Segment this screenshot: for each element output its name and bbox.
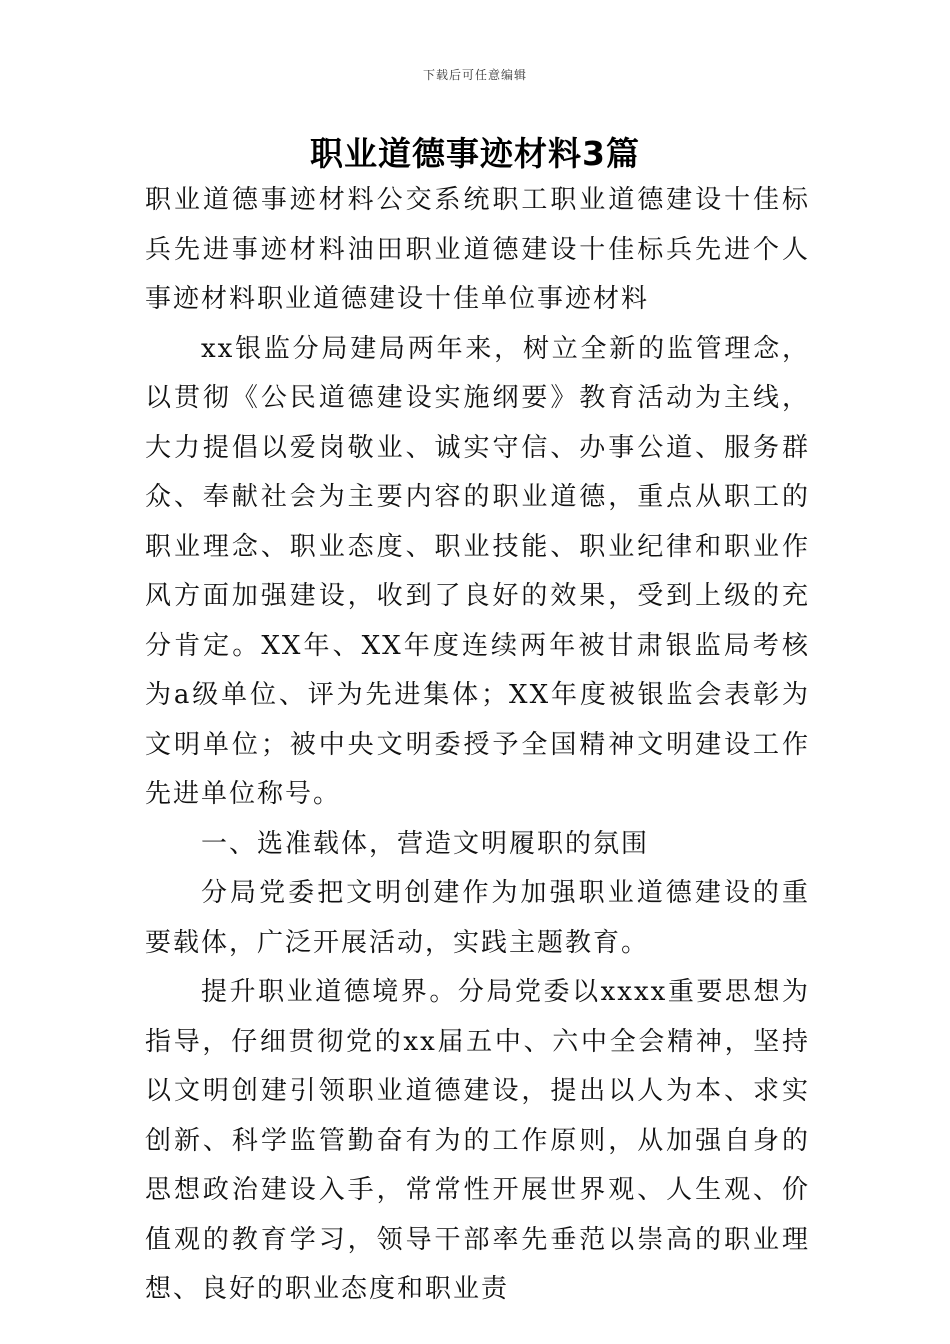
header-note: 下载后可任意编辑 <box>422 68 527 82</box>
body-paragraph-subtitles: 职业道德事迹材料公交系统职工职业道德建设十佳标兵先进事迹材料油田职业道德建设十佳标兵先进个人事迹材料职业道德建设十佳单位事迹材料 <box>145 185 810 314</box>
document-title: 职业道德事迹材料3篇 <box>310 134 640 173</box>
body-paragraph: 分局党委把文明创建作为加强职业道德建设的重要载体，广泛开展活动，实践主题教育。 <box>145 878 810 958</box>
section-heading: 一、选准载体，营造文明履职的氛围 <box>201 828 650 859</box>
document-body <box>145 176 810 1315</box>
body-paragraph-intro: xx银监分局建局两年来，树立全新的监管理念，以贯彻《公民道德建设实施纲要》教育活动为主线，大力提倡以爱岗敬业、诚实守信、办事公道、服务群众、奉献社会为主要内容的职业道德，重点从职工的职业理念、职业态度、职业技能、职业纪律和职业作风方面加强建设，收到了良好的效果，受到上级的充分肯定。XX年、XX年度连续两年被甘肃银监局考核为a级单位、评为先进集体；XX年度被银监会表彰为文明单位；被中央文明委授予全国精神文明建设工作先进单位称号。 <box>145 333 810 809</box>
body-paragraph: 提升职业道德境界。分局党委以xxxx重要思想为指导，仔细贯彻党的xx届五中、六中全会精神，坚持以文明创建引领职业道德建设，提出以人为本、求实创新、科学监管勤奋有为的工作原则，从加强自身的思想政治建设入手，常常性开展世界观、人生观、价值观的教育学习，领导干部率先垂范以崇高的职业理想、良好的职业态度和职业责 <box>145 977 810 1304</box>
